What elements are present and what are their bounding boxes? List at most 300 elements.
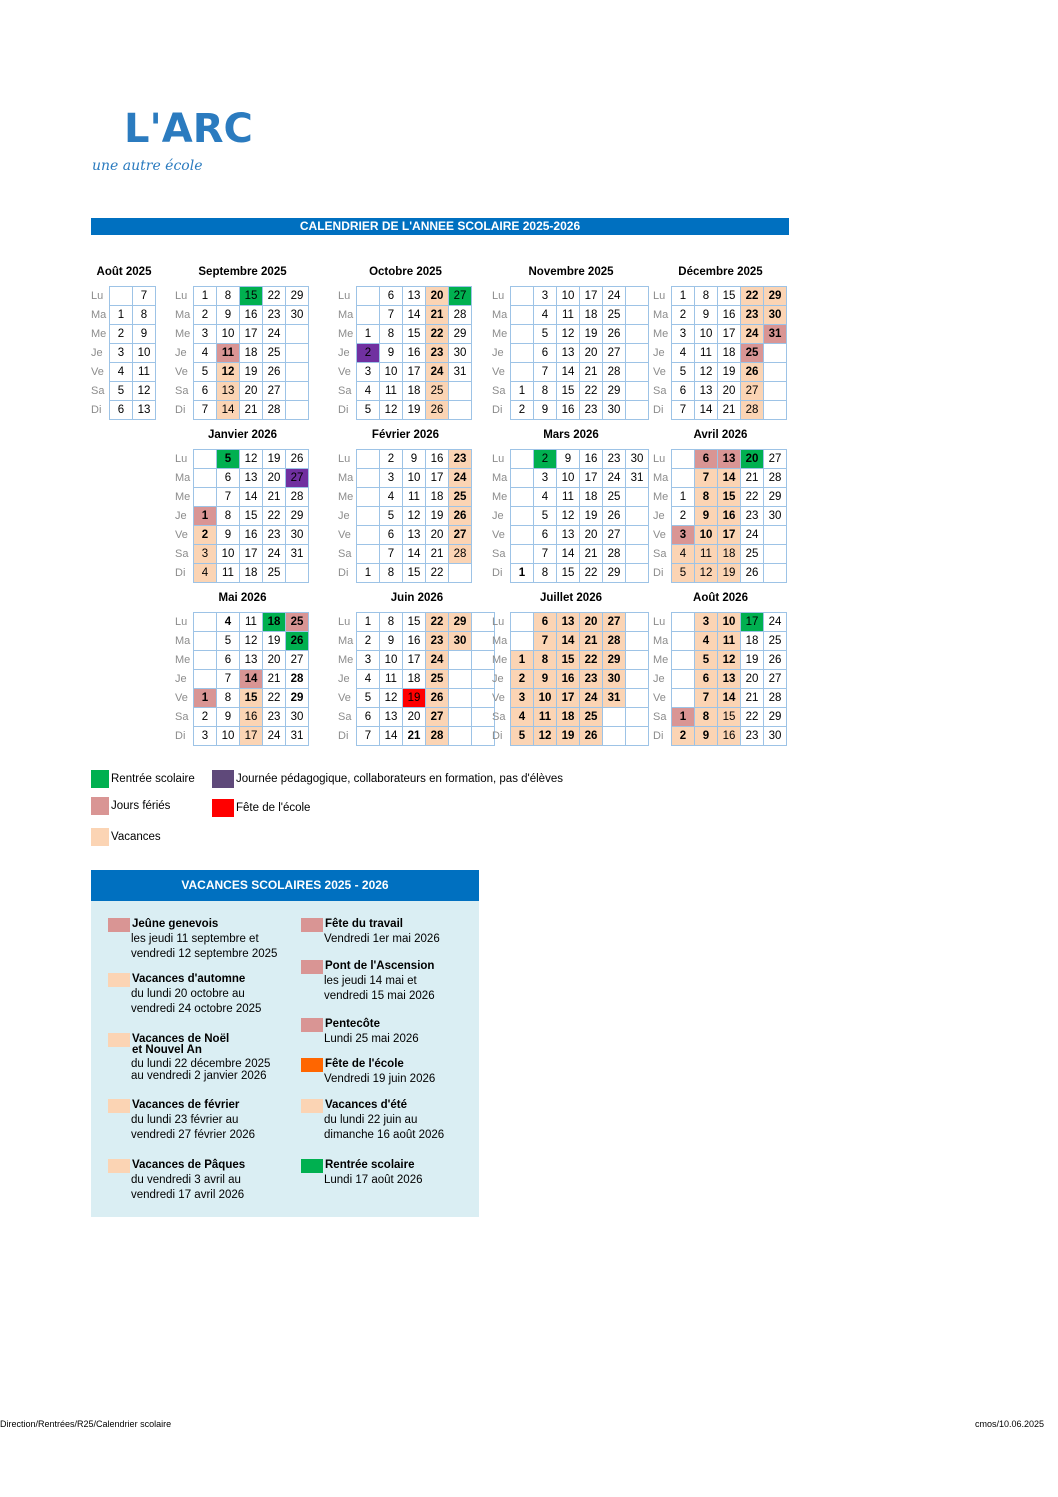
day-cell: 13 <box>557 613 580 632</box>
day-cell: 19 <box>718 363 741 382</box>
day-cell: 31 <box>449 363 472 382</box>
day-cell: 24 <box>426 651 449 670</box>
day-label: Di <box>492 730 503 742</box>
day-cell <box>626 545 649 564</box>
day-cell: 17 <box>741 613 764 632</box>
day-cell: 20 <box>580 526 603 545</box>
day-cell: 28 <box>764 689 787 708</box>
day-cell: 14 <box>557 545 580 564</box>
day-cell: 14 <box>718 689 741 708</box>
day-cell: 18 <box>741 632 764 651</box>
day-cell: 14 <box>240 670 263 689</box>
day-cell: 22 <box>741 287 764 306</box>
day-cell: 20 <box>426 526 449 545</box>
day-cell: 15 <box>718 488 741 507</box>
day-cell: 30 <box>286 306 309 325</box>
day-cell <box>194 469 217 488</box>
day-label: Ve <box>492 529 505 541</box>
day-cell: 8 <box>217 689 240 708</box>
day-cell: 7 <box>534 545 557 564</box>
day-cell: 7 <box>672 401 695 420</box>
day-cell <box>626 632 649 651</box>
day-cell: 17 <box>240 325 263 344</box>
day-cell: 17 <box>240 545 263 564</box>
day-label: Ma <box>492 309 508 321</box>
vacances-item-title2: et Nouvel An <box>132 1044 202 1056</box>
day-cell: 7 <box>534 632 557 651</box>
day-cell: 13 <box>403 287 426 306</box>
day-label: Me <box>492 491 508 503</box>
day-cell <box>449 651 472 670</box>
day-cell: 16 <box>240 526 263 545</box>
day-cell: 27 <box>764 450 787 469</box>
day-cell <box>626 727 649 746</box>
day-cell: 8 <box>217 287 240 306</box>
day-cell: 19 <box>557 727 580 746</box>
day-cell <box>764 401 787 420</box>
day-cell <box>626 401 649 420</box>
day-cell: 25 <box>449 488 472 507</box>
month-grid <box>653 286 787 420</box>
day-cell: 1 <box>357 564 380 583</box>
day-cell: 15 <box>718 287 741 306</box>
day-cell: 26 <box>263 363 286 382</box>
day-cell: 17 <box>426 469 449 488</box>
month-title: Avril 2026 <box>693 429 748 441</box>
day-cell: 12 <box>217 363 240 382</box>
month-title: Octobre 2025 <box>369 266 442 278</box>
day-cell: 17 <box>718 325 741 344</box>
day-cell: 4 <box>672 344 695 363</box>
vacances-swatch <box>301 1099 323 1113</box>
day-cell: 27 <box>286 469 309 488</box>
day-cell: 12 <box>695 564 718 583</box>
day-cell <box>511 526 534 545</box>
day-cell <box>764 344 787 363</box>
day-cell: 26 <box>426 689 449 708</box>
day-cell: 5 <box>534 325 557 344</box>
swatch-rentree <box>91 770 109 788</box>
day-cell: 30 <box>449 632 472 651</box>
day-cell: 23 <box>449 450 472 469</box>
day-cell <box>511 325 534 344</box>
day-cell: 3 <box>672 325 695 344</box>
day-cell: 22 <box>426 613 449 632</box>
day-label: Sa <box>338 385 352 397</box>
day-cell <box>672 651 695 670</box>
vacances-item-line: les jeudi 14 mai et <box>324 975 417 987</box>
day-cell: 10 <box>695 526 718 545</box>
day-cell <box>626 689 649 708</box>
day-cell <box>626 526 649 545</box>
day-cell: 2 <box>380 450 403 469</box>
day-cell <box>626 507 649 526</box>
day-cell: 15 <box>557 382 580 401</box>
day-label: Di <box>175 404 186 416</box>
day-cell: 21 <box>240 401 263 420</box>
day-cell: 11 <box>534 708 557 727</box>
month-grid <box>492 449 649 583</box>
month-block <box>338 428 473 578</box>
day-cell: 20 <box>263 469 286 488</box>
day-label: Me <box>175 328 191 340</box>
day-cell <box>357 488 380 507</box>
day-cell: 9 <box>695 306 718 325</box>
month-block <box>492 428 650 578</box>
day-cell: 27 <box>603 526 626 545</box>
day-cell <box>286 382 309 401</box>
day-cell: 2 <box>511 670 534 689</box>
day-cell: 10 <box>133 344 156 363</box>
day-cell: 1 <box>194 507 217 526</box>
day-cell: 28 <box>603 632 626 651</box>
vacances-swatch <box>301 1018 323 1032</box>
day-cell <box>626 287 649 306</box>
day-cell: 19 <box>426 507 449 526</box>
day-cell: 16 <box>718 507 741 526</box>
day-cell: 28 <box>449 545 472 564</box>
day-label: Lu <box>492 616 505 628</box>
day-cell: 6 <box>357 708 380 727</box>
day-label: Je <box>653 347 665 359</box>
day-cell: 27 <box>764 670 787 689</box>
day-label: Ve <box>492 366 505 378</box>
day-label: Ve <box>175 692 188 704</box>
day-cell: 8 <box>695 287 718 306</box>
day-cell <box>357 450 380 469</box>
day-cell: 14 <box>403 306 426 325</box>
day-cell: 30 <box>449 344 472 363</box>
day-label: Ve <box>175 366 188 378</box>
day-cell <box>764 545 787 564</box>
day-cell: 24 <box>426 363 449 382</box>
legend <box>91 770 691 850</box>
day-cell: 24 <box>603 469 626 488</box>
day-cell: 13 <box>718 450 741 469</box>
legend-journee-label: Journée pédagogique, collaborateurs en formation, pas d'élèves <box>236 773 563 785</box>
day-cell: 4 <box>194 344 217 363</box>
day-cell: 11 <box>217 564 240 583</box>
day-cell <box>511 363 534 382</box>
day-cell <box>626 306 649 325</box>
day-cell <box>764 526 787 545</box>
day-cell: 22 <box>263 689 286 708</box>
day-cell: 11 <box>380 382 403 401</box>
day-cell: 27 <box>449 287 472 306</box>
day-label: Je <box>492 347 504 359</box>
day-cell: 24 <box>741 526 764 545</box>
day-cell: 8 <box>534 651 557 670</box>
day-cell: 17 <box>403 651 426 670</box>
day-label: Je <box>175 347 187 359</box>
day-cell: 6 <box>194 382 217 401</box>
day-cell <box>672 632 695 651</box>
day-cell: 2 <box>511 401 534 420</box>
day-cell: 6 <box>534 526 557 545</box>
day-label: Di <box>492 567 503 579</box>
logo-wordmark: L'ARC <box>124 106 253 152</box>
footer-date: cmos/10.06.2025 <box>975 1419 1045 1429</box>
day-cell: 25 <box>580 708 603 727</box>
day-cell: 15 <box>403 564 426 583</box>
day-cell: 2 <box>194 526 217 545</box>
day-cell: 13 <box>217 382 240 401</box>
day-label: Di <box>653 730 664 742</box>
day-cell: 9 <box>217 526 240 545</box>
day-cell: 27 <box>426 708 449 727</box>
month-grid <box>653 449 787 583</box>
day-cell <box>194 613 217 632</box>
vacances-item-title: Rentrée scolaire <box>325 1159 415 1171</box>
day-cell: 15 <box>403 325 426 344</box>
month-block <box>175 265 310 415</box>
day-cell: 9 <box>403 450 426 469</box>
day-cell: 26 <box>580 727 603 746</box>
month-block <box>175 591 310 741</box>
day-cell: 27 <box>603 344 626 363</box>
month-title: Janvier 2026 <box>207 429 278 441</box>
month-grid <box>338 286 472 420</box>
day-cell: 14 <box>695 401 718 420</box>
day-cell: 29 <box>764 287 787 306</box>
swatch-fete <box>212 799 234 817</box>
day-cell: 25 <box>603 306 626 325</box>
day-cell: 9 <box>534 401 557 420</box>
day-cell: 25 <box>263 564 286 583</box>
month-grid <box>175 449 309 583</box>
day-cell: 7 <box>133 287 156 306</box>
day-cell: 29 <box>286 287 309 306</box>
day-cell: 25 <box>426 670 449 689</box>
day-cell: 7 <box>695 689 718 708</box>
day-cell <box>194 450 217 469</box>
day-cell: 17 <box>580 287 603 306</box>
day-cell <box>286 363 309 382</box>
day-label: Di <box>91 404 102 416</box>
day-cell: 8 <box>217 507 240 526</box>
day-cell: 16 <box>240 708 263 727</box>
vacances-swatch <box>108 1159 130 1173</box>
day-cell: 19 <box>580 507 603 526</box>
day-cell: 30 <box>603 401 626 420</box>
day-cell: 21 <box>718 401 741 420</box>
day-cell <box>449 727 472 746</box>
day-label: Sa <box>653 548 667 560</box>
day-cell: 2 <box>110 325 133 344</box>
day-label: Lu <box>175 616 188 628</box>
vacances-item-title: Vacances de Pâques <box>132 1159 246 1171</box>
day-cell: 2 <box>672 507 695 526</box>
day-cell: 2 <box>672 727 695 746</box>
day-cell: 29 <box>449 325 472 344</box>
day-label: Ma <box>175 635 191 647</box>
day-cell <box>764 363 787 382</box>
day-cell: 2 <box>194 708 217 727</box>
day-label: Sa <box>175 548 189 560</box>
day-cell: 3 <box>194 727 217 746</box>
day-label: Lu <box>653 290 666 302</box>
day-cell: 24 <box>741 325 764 344</box>
day-cell: 3 <box>357 363 380 382</box>
day-cell: 9 <box>557 450 580 469</box>
day-cell: 19 <box>580 325 603 344</box>
day-cell <box>357 545 380 564</box>
day-cell: 2 <box>534 450 557 469</box>
day-cell: 15 <box>240 507 263 526</box>
day-cell: 26 <box>764 651 787 670</box>
day-label: Ma <box>91 309 107 321</box>
vacances-item-line: dimanche 16 août 2026 <box>324 1129 445 1141</box>
day-cell <box>626 363 649 382</box>
day-cell <box>626 613 649 632</box>
day-cell: 13 <box>240 469 263 488</box>
day-label: Ve <box>338 529 351 541</box>
day-label: Di <box>338 404 349 416</box>
day-cell: 18 <box>240 344 263 363</box>
day-cell <box>511 344 534 363</box>
day-cell: 21 <box>426 306 449 325</box>
day-cell: 24 <box>263 727 286 746</box>
day-label: Ve <box>175 529 188 541</box>
day-cell <box>357 306 380 325</box>
day-cell: 30 <box>603 670 626 689</box>
day-cell: 8 <box>380 564 403 583</box>
day-cell: 10 <box>217 727 240 746</box>
day-cell: 1 <box>672 287 695 306</box>
day-cell <box>672 613 695 632</box>
day-cell <box>672 670 695 689</box>
day-cell: 5 <box>695 651 718 670</box>
day-cell: 11 <box>403 488 426 507</box>
day-cell <box>511 287 534 306</box>
day-cell: 5 <box>217 450 240 469</box>
day-cell: 28 <box>449 306 472 325</box>
day-cell: 6 <box>695 670 718 689</box>
day-label: Ma <box>338 309 354 321</box>
vacances-item-title: Jeûne genevois <box>132 918 219 930</box>
day-cell: 26 <box>603 325 626 344</box>
day-cell <box>511 507 534 526</box>
day-cell: 4 <box>357 382 380 401</box>
day-cell: 11 <box>380 670 403 689</box>
vacances-swatch <box>301 960 323 974</box>
day-cell: 12 <box>534 727 557 746</box>
day-label: Lu <box>91 290 104 302</box>
day-cell: 2 <box>194 306 217 325</box>
vacances-item-title: Fête du travail <box>325 918 403 930</box>
day-cell: 19 <box>403 689 426 708</box>
day-cell: 24 <box>764 613 787 632</box>
day-cell: 1 <box>511 651 534 670</box>
day-cell: 4 <box>194 564 217 583</box>
day-cell: 14 <box>240 488 263 507</box>
day-cell: 15 <box>240 287 263 306</box>
day-cell: 4 <box>357 670 380 689</box>
day-label: Ma <box>492 635 508 647</box>
vacances-item-title: Pentecôte <box>325 1018 380 1030</box>
day-cell: 8 <box>695 488 718 507</box>
day-cell: 19 <box>741 651 764 670</box>
vacances-panel <box>91 870 479 1217</box>
day-cell <box>357 287 380 306</box>
day-cell: 16 <box>403 344 426 363</box>
day-cell: 15 <box>240 689 263 708</box>
day-cell: 25 <box>426 382 449 401</box>
day-cell: 26 <box>741 564 764 583</box>
day-cell: 23 <box>580 670 603 689</box>
day-cell: 12 <box>380 689 403 708</box>
day-cell: 28 <box>603 363 626 382</box>
day-cell: 9 <box>380 344 403 363</box>
day-cell: 12 <box>557 325 580 344</box>
day-cell <box>603 727 626 746</box>
day-cell: 11 <box>133 363 156 382</box>
day-label: Lu <box>175 453 188 465</box>
day-cell: 14 <box>380 727 403 746</box>
day-cell: 1 <box>194 287 217 306</box>
day-label: Sa <box>338 548 352 560</box>
day-cell: 16 <box>557 401 580 420</box>
day-cell <box>672 689 695 708</box>
day-cell <box>626 325 649 344</box>
day-cell: 1 <box>357 325 380 344</box>
day-cell: 25 <box>764 632 787 651</box>
day-cell: 13 <box>718 670 741 689</box>
day-cell: 21 <box>741 689 764 708</box>
logo-tagline: une autre école <box>92 158 203 174</box>
day-cell: 22 <box>741 488 764 507</box>
day-cell: 10 <box>718 613 741 632</box>
vacances-item-line: Lundi 17 août 2026 <box>324 1174 423 1186</box>
day-cell: 27 <box>741 382 764 401</box>
day-cell: 27 <box>449 526 472 545</box>
day-cell: 23 <box>580 401 603 420</box>
day-cell: 21 <box>580 363 603 382</box>
day-cell <box>672 469 695 488</box>
arc-logo <box>90 92 253 178</box>
day-cell: 11 <box>695 344 718 363</box>
day-cell: 7 <box>357 727 380 746</box>
day-cell: 21 <box>741 469 764 488</box>
swatch-feries <box>91 797 109 815</box>
day-cell: 23 <box>263 708 286 727</box>
day-label: Lu <box>338 453 351 465</box>
day-cell: 5 <box>357 401 380 420</box>
day-cell: 19 <box>263 450 286 469</box>
day-cell: 28 <box>764 469 787 488</box>
day-cell: 23 <box>426 344 449 363</box>
day-label: Ma <box>653 309 669 321</box>
day-cell: 1 <box>357 613 380 632</box>
day-cell: 13 <box>133 401 156 420</box>
day-cell: 27 <box>286 651 309 670</box>
month-title: Juin 2026 <box>390 592 444 604</box>
day-cell: 17 <box>403 363 426 382</box>
day-cell: 26 <box>286 450 309 469</box>
month-title: Décembre 2025 <box>678 266 763 278</box>
day-cell: 20 <box>741 450 764 469</box>
day-label: Je <box>492 673 504 685</box>
month-block <box>653 265 788 415</box>
day-cell <box>286 325 309 344</box>
day-cell: 11 <box>695 545 718 564</box>
day-cell: 22 <box>263 507 286 526</box>
legend-feries-label: Jours fériés <box>111 800 171 812</box>
day-cell: 10 <box>403 469 426 488</box>
day-cell: 10 <box>534 689 557 708</box>
day-cell: 14 <box>217 401 240 420</box>
day-cell: 1 <box>511 382 534 401</box>
